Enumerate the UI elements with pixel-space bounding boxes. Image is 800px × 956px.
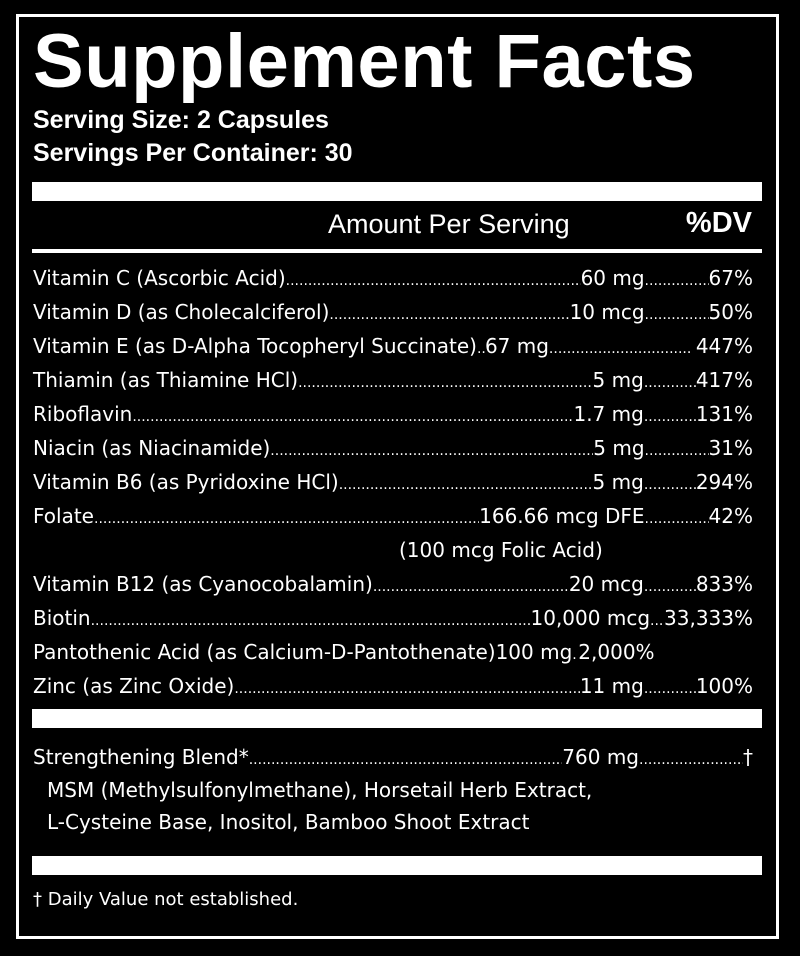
leader-dots [132,400,573,434]
leader-dots [644,570,696,604]
nutrient-name: Vitamin E (as D-Alpha Tocopheryl Succinate) [33,334,477,358]
proprietary-blend [33,740,766,838]
leader-dots [650,604,664,638]
nutrient-dv: 447% [695,334,753,358]
nutrient-name: Pantothenic Acid (as Calcium-D-Pantothenate) [33,640,496,664]
leader-dots [91,604,531,638]
nutrient-row-vitamin-e [33,329,753,363]
leader-dots [644,400,696,434]
nutrient-row-niacin [33,431,753,465]
leader-dots [645,434,709,468]
nutrient-amount: 67 mg [484,334,549,358]
nutrient-amount: 166.66 mcg DFE [479,504,645,528]
leader-dots [373,570,569,604]
leader-dots [339,468,593,502]
amount-per-serving-header: Amount Per Serving [328,209,570,239]
daily-value-header: %DV [685,207,752,239]
nutrient-name: Vitamin D (as Cholecalciferol) [33,300,330,324]
leader-dots [286,264,581,298]
nutrient-row-zinc [33,669,753,703]
nutrient-name: Riboflavin [33,402,133,426]
leader-dots [645,298,709,332]
blend-name: Strengthening Blend* [33,745,249,769]
nutrient-row-vitamin-c [33,261,753,295]
nutrient-dv: 42% [708,504,753,528]
supplement-facts-panel [33,20,766,915]
column-header [33,201,766,249]
nutrient-dv: 33,333% [664,606,753,630]
nutrient-name: Thiamin (as Thiamine HCl) [33,368,299,392]
blend-amount: 760 mg [562,745,639,769]
nutrient-row-vitamin-b6 [33,465,753,499]
divider-thin [32,249,762,253]
nutrient-dv: 131% [695,402,753,426]
divider-thick-bottom [32,856,762,875]
nutrient-name: Folate [33,504,94,528]
leader-dots [644,468,696,502]
nutrient-amount: 60 mg [580,266,645,290]
blend-ingredients-line-2: L-Cysteine Base, Inositol, Bamboo Shoot Extract [47,810,530,834]
nutrient-name: Vitamin B6 (as Pyridoxine HCl) [33,470,339,494]
nutrient-dv: 31% [708,436,753,460]
leader-dots [477,332,485,366]
nutrient-dv: 417% [695,368,753,392]
nutrient-amount: 5 mg [593,436,645,460]
nutrient-amount: 5 mg [592,368,644,392]
footnote: † Daily Value not established. [33,889,299,910]
blend-dv: † [743,745,753,769]
nutrient-name: Niacin (as Niacinamide) [33,436,271,460]
servings-per-container: Servings Per Container: 30 [33,139,353,167]
leader-dots [249,743,563,777]
nutrient-amount: 10,000 mcg [530,606,651,630]
blend-row [33,740,753,774]
nutrient-name: Vitamin B12 (as Cyanocobalamin) [33,572,373,596]
panel-title: Supplement Facts [33,19,696,104]
leader-dots [644,366,696,400]
leader-dots [94,502,479,536]
nutrient-dv: 100% [695,674,753,698]
nutrient-row-pantothenic-acid [33,635,753,669]
leader-dots [298,366,592,400]
nutrient-dv: 2,000% [578,640,655,664]
nutrient-row-riboflavin [33,397,753,431]
nutrient-amount: 5 mg [592,470,644,494]
nutrient-row-folate [33,499,753,533]
serving-size: Serving Size: 2 Capsules [33,106,329,134]
nutrient-amount: 20 mcg [568,572,644,596]
divider-thick-middle [32,709,762,728]
leader-dots [549,332,696,366]
nutrient-amount: 1.7 mg [573,402,644,426]
blend-ingredients-line-1: MSM (Methylsulfonylmethane), Horsetail Herb Extract, [47,778,593,802]
leader-dots [645,264,709,298]
nutrient-amount: 11 mg [579,674,644,698]
nutrient-list [33,261,766,703]
leader-dots [329,298,569,332]
nutrient-dv: 67% [708,266,753,290]
nutrient-row-biotin [33,601,753,635]
nutrient-row-vitamin-b12 [33,567,753,601]
nutrient-row-thiamin [33,363,753,397]
leader-dots [639,743,743,777]
leader-dots [645,502,709,536]
divider-thick-top [32,182,762,201]
leader-dots [234,672,579,706]
nutrient-amount: 100 mg [495,640,573,664]
folate-note: (100 mcg Folic Acid) [399,538,603,562]
nutrient-amount: 10 mcg [569,300,645,324]
nutrient-row-vitamin-d [33,295,753,329]
nutrient-name: Zinc (as Zinc Oxide) [33,674,235,698]
nutrient-name: Biotin [33,606,91,630]
nutrient-dv: 833% [695,572,753,596]
leader-dots [270,434,593,468]
nutrient-dv: 294% [695,470,753,494]
nutrient-name: Vitamin C (Ascorbic Acid) [33,266,286,290]
nutrient-dv: 50% [708,300,753,324]
leader-dots [644,672,696,706]
